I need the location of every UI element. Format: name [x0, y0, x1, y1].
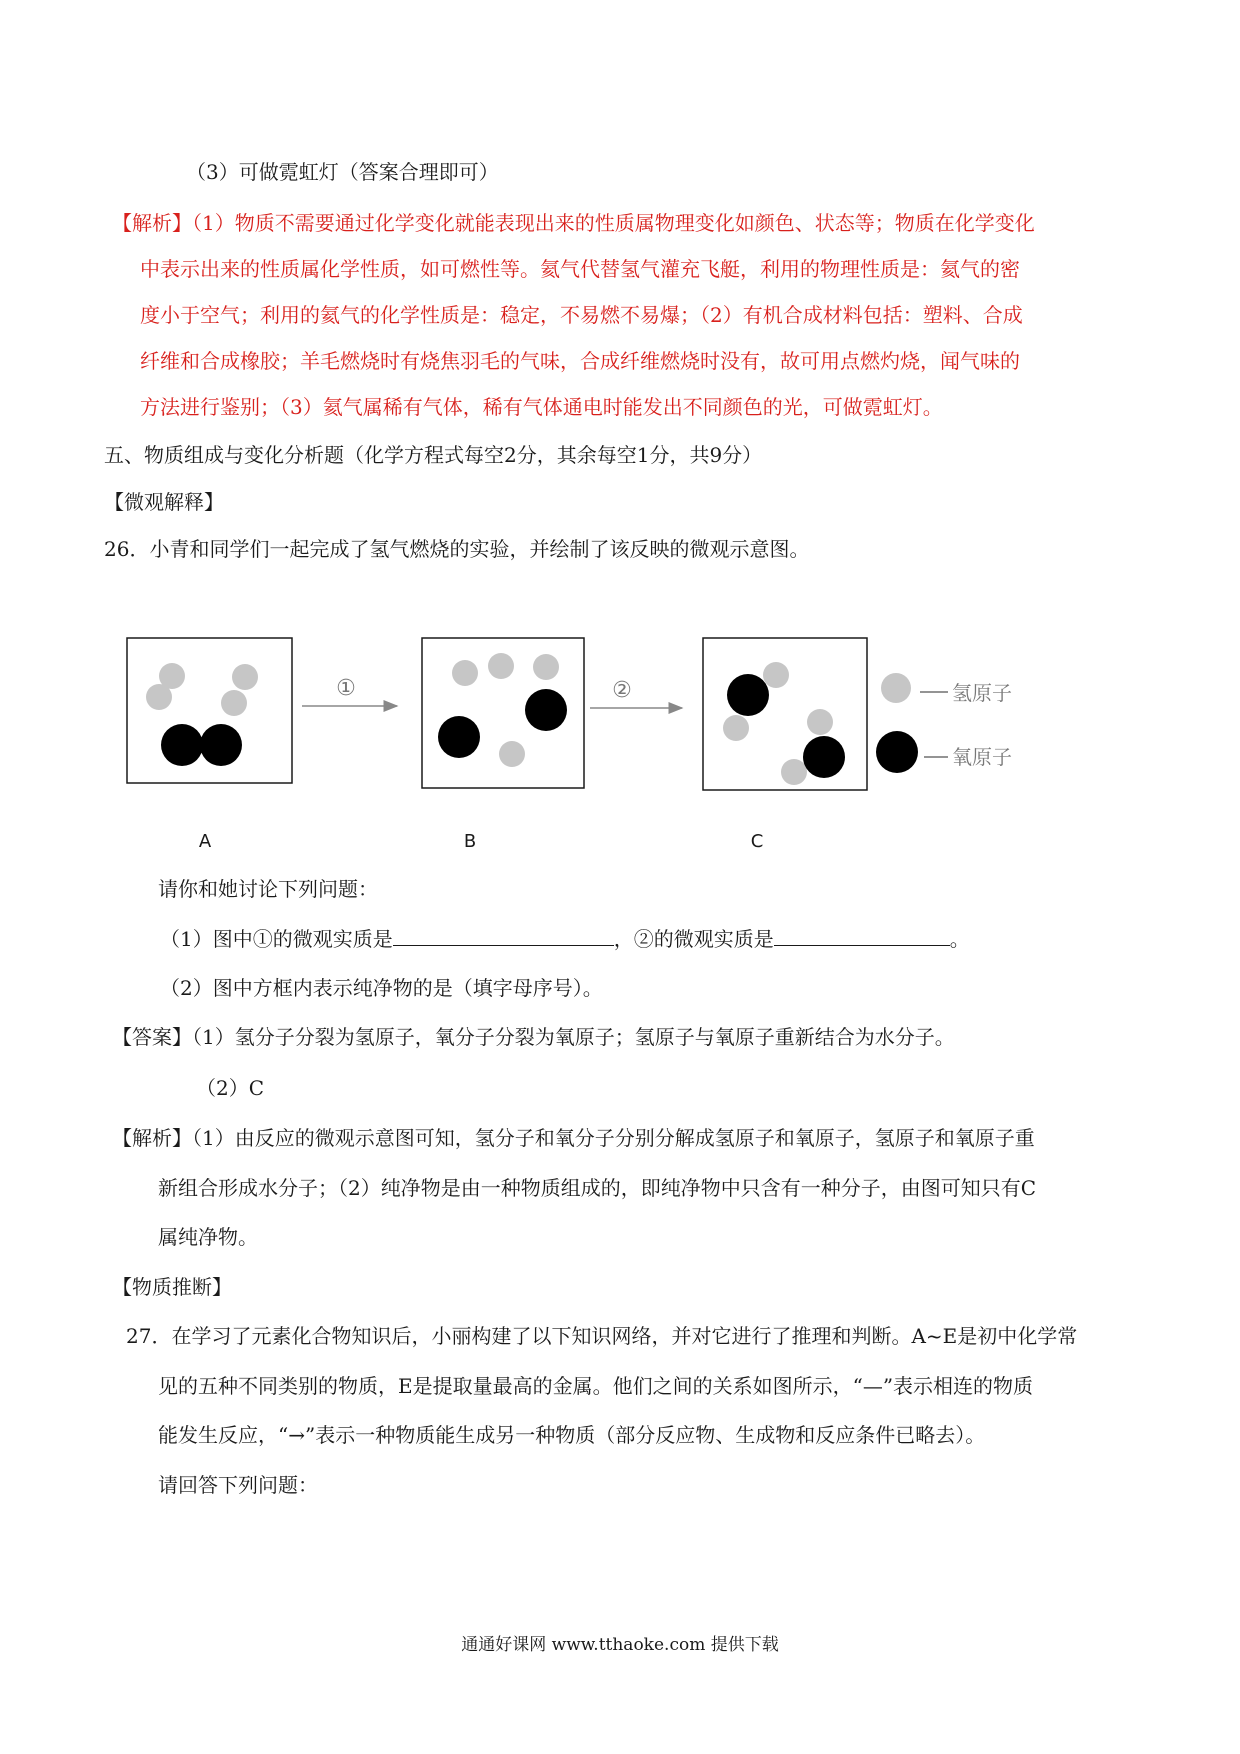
answer-26-line-2: （2）C — [196, 1076, 265, 1100]
arrow-1-label: ① — [336, 676, 356, 701]
inference-heading: 【物质推断】 — [112, 1275, 232, 1299]
analysis-26-line-3: 属纯净物。 — [158, 1225, 258, 1249]
hydrogen-atom — [146, 684, 172, 710]
oxygen-atom — [803, 736, 845, 778]
analysis-tag: 【解析】 — [112, 211, 192, 235]
legend-hydrogen-swatch — [881, 673, 911, 703]
legend-hydrogen-label: 氢原子 — [952, 681, 1012, 705]
analysis-25-line-3: 度小于空气；利用的氦气的化学性质是：稳定，不易燃不易爆；（2）有机合成材料包括：塑料、合成 — [140, 303, 1023, 327]
legend-oxygen-swatch — [876, 731, 918, 773]
analysis-25-line-4: 纤维和合成橡胶；羊毛燃烧时有烧焦羽毛的气味，合成纤维燃烧时没有，故可用点燃灼烧，闻气味的 — [140, 349, 1020, 373]
hydrogen-atom — [533, 654, 559, 680]
box-b-label: B — [463, 831, 477, 852]
answer-25-part3: （3）可做霓虹灯（答案合理即可） — [186, 160, 499, 184]
question-27-line-2: 见的五种不同类别的物质，E是提取量最高的金属。他们之间的关系如图所示，“—”表示相连的物质 — [158, 1374, 1034, 1398]
micro-heading: 【微观解释】 — [104, 490, 224, 514]
answer-blank-2[interactable] — [774, 925, 950, 946]
oxygen-atom — [200, 724, 242, 766]
answer-blank-1[interactable] — [393, 925, 614, 946]
analysis-25-line-1 — [112, 210, 1035, 236]
question-26-stem: 26．小青和同学们一起完成了氢气燃烧的实验，并绘制了该反映的微观示意图。 — [104, 537, 810, 561]
analysis-25-line-5: 方法进行鉴别；（3）氦气属稀有气体，稀有气体通电时能发出不同颜色的光，可做霓虹灯。 — [140, 395, 943, 419]
arrow-2-label: ② — [612, 678, 632, 703]
box-b — [422, 638, 584, 788]
hydrogen-atom — [781, 759, 807, 785]
box-a-label: A — [198, 831, 212, 852]
question-26-sub-1 — [160, 925, 970, 952]
hydrogen-atom — [452, 660, 478, 686]
sub-1-text-b: ，②的微观实质是 — [613, 927, 774, 951]
answer-26-line-1 — [112, 1024, 955, 1050]
box-a — [127, 638, 292, 783]
legend-oxygen-label: 氧原子 — [952, 745, 1012, 769]
hydrogen-atom — [221, 690, 247, 716]
oxygen-atom — [727, 674, 769, 716]
analysis-26-line-2: 新组合形成水分子；（2）纯净物是由一种物质组成的，即纯净物中只含有一种分子，由图可知只有C — [158, 1176, 1037, 1200]
box-c-label: C — [750, 831, 764, 852]
answer-tag: 【答案】 — [112, 1025, 192, 1049]
section-5-title: 五、物质组成与变化分析题（化学方程式每空2分，其余每空1分，共9分） — [104, 443, 763, 467]
hydrogen-atom — [159, 663, 185, 689]
box-c — [703, 638, 867, 790]
hydrogen-atom — [723, 715, 749, 741]
analysis-26-line-1 — [112, 1125, 1035, 1151]
analysis-25-line-2: 中表示出来的性质属化学性质，如可燃性等。氦气代替氢气灌充飞艇，利用的物理性质是：氦气的密 — [140, 257, 1020, 281]
analysis-26-text: （1）由反应的微观示意图可知，氢分子和氧分子分别分解成氢原子和氧原子，氢原子和氧原子重 — [192, 1126, 1035, 1150]
oxygen-atom — [438, 716, 480, 758]
analysis-text: （1）物质不需要通过化学变化就能表现出来的性质属物理变化如颜色、状态等；物质在化学变化 — [192, 211, 1035, 235]
question-27-line-4: 请回答下列问题： — [158, 1473, 318, 1497]
hydrogen-atom — [488, 653, 514, 679]
question-27-line-3: 能发生反应，“→”表示一种物质能生成另一种物质（部分反应物、生成物和反应条件已略去）。 — [158, 1423, 986, 1447]
oxygen-atom — [525, 689, 567, 731]
answer-26-text: （1）氢分子分裂为氢原子，氧分子分裂为氧原子；氢原子与氧原子重新结合为水分子。 — [192, 1025, 955, 1049]
hydrogen-atom — [807, 709, 833, 735]
hydrogen-atom — [763, 662, 789, 688]
page-footer: 通通好课网 www.tthaoke.com 提供下载 — [461, 1635, 779, 1655]
oxygen-atom — [161, 724, 203, 766]
sub-1-text-a: （1）图中①的微观实质是 — [160, 927, 393, 951]
question-27-line-1: 27．在学习了元素化合物知识后，小丽构建了以下知识网络，并对它进行了推理和判断。A~E是初中化学常 — [126, 1324, 1078, 1348]
analysis-tag: 【解析】 — [112, 1126, 192, 1150]
hydrogen-atom — [499, 741, 525, 767]
hydrogen-atom — [232, 664, 258, 690]
question-26-sub-2: （2）图中方框内表示纯净物的是（填字母序号）。 — [160, 976, 603, 1000]
question-26-prompt: 请你和她讨论下列问题： — [158, 877, 378, 901]
sub-1-text-c: 。 — [949, 927, 970, 951]
